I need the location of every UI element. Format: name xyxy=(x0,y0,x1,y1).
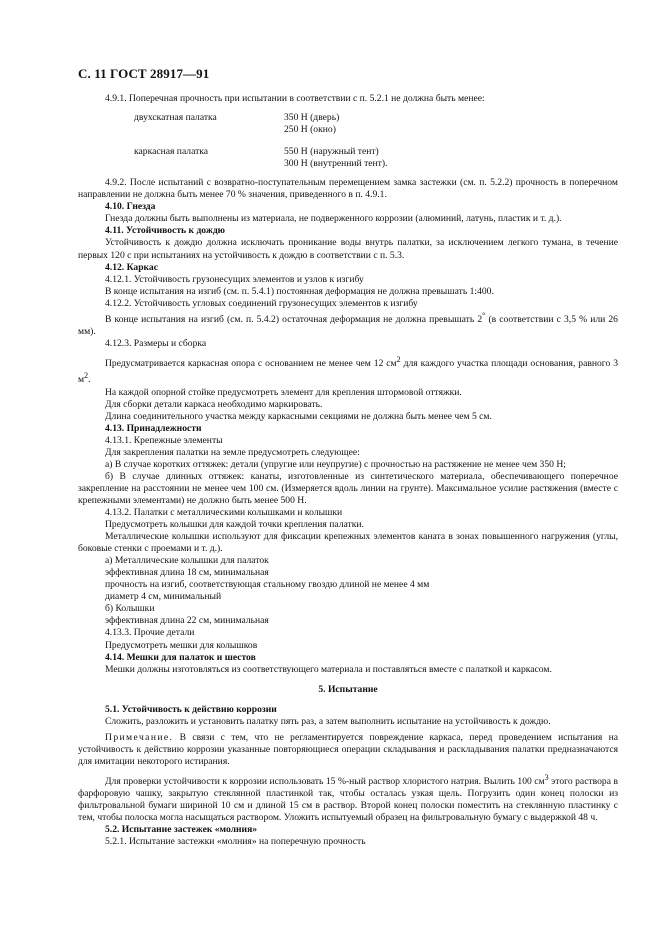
section-heading: 4.12. Каркас xyxy=(105,261,158,273)
table-row xyxy=(134,112,387,124)
paragraph-4-12-2: 4.12.2. Устойчивость угловых соединений грузонесущих элементов к изгибу xyxy=(105,297,418,309)
page-header: С. 11 ГОСТ 28917—91 xyxy=(78,66,210,81)
paragraph: диаметр 4 см, минимальный xyxy=(105,591,222,603)
paragraph: прочность на изгиб, соответствующая стальному гвоздю длиной не менее 4 мм xyxy=(105,579,430,591)
table-cell-value: 350 Н (дверь) xyxy=(284,112,340,124)
paragraph: а) Металлические колышки для палаток xyxy=(105,555,269,567)
table-row xyxy=(134,136,387,158)
paragraph-4-12-1-text: В конце испытания на изгиб (см. п. 5.4.1) постоянная деформация не должна превышать 1:400. xyxy=(105,285,494,297)
paragraph-4-12-3-text: Предусматривается каркасная опора с основанием не менее чем 12 $см^2$ для каждого участка площади основания, равного 3 $м^2$. xyxy=(78,355,619,386)
paragraph-4-14: Мешки должны изготовляться из соответствующего материала и поставляться вместе с палаткой и каркасом. xyxy=(105,663,552,675)
note: Примечание. В связи с тем, что не регламентируется повреждение каркаса, перед проведением испытания на устойчивость к действию коррозии указанные повторяющиеся операции складывания и раскладывания палатки предназначаются для имитации некоторого истирания. xyxy=(78,731,618,767)
paragraph-4-12-3: 4.12.3. Размеры и сборка xyxy=(105,338,207,350)
paragraph: Предусмотреть мешки для колышков xyxy=(105,639,258,651)
paragraph-4-13-3: 4.13.3. Прочие детали xyxy=(105,627,195,639)
note-label: Примечание. xyxy=(105,731,174,743)
section-heading: 4.14. Мешки для палаток и шестов xyxy=(105,651,256,663)
table-cell-value: 300 Н (внутренний тент). xyxy=(284,158,388,170)
section-heading: 4.11. Устойчивость к дождю xyxy=(105,225,226,237)
paragraph-4-9-2: 4.9.2. После испытаний с возвратно-поступательным перемещением замка застежки (см. п. 5.2.2) прочность в поперечном направлении не должна быть менее 70 % значения, приведенного в п. 4.9.1. xyxy=(78,177,618,201)
section-heading: 5.1. Устойчивость к действию коррозии xyxy=(105,703,277,715)
paragraph: эффективная длина 22 см, минимальная xyxy=(105,615,269,627)
paragraph-4-12-2-text: В конце испытания на изгиб (см. п. 5.4.2) остаточная деформация не должна превышать 2° (в соответствии с 3,5 % или 26 мм). xyxy=(78,310,618,337)
section-heading-5: 5. Испытание xyxy=(318,683,378,695)
table-cell-label: двухскатная палатка xyxy=(134,112,217,124)
paragraph: На каждой опорной стойке предусмотреть элемент для крепления штормовой оттяжки. xyxy=(105,386,462,398)
paragraph-5-1: Сложить, разложить и установить палатку пять раз, а затем выполнить испытание на устойчивость к дождю. xyxy=(105,715,551,727)
table-cell-label: каркасная палатка xyxy=(134,146,209,158)
document-body xyxy=(78,93,618,848)
paragraph: Длина соединительного участка между каркасными секциями не должна быть менее чем 5 см. xyxy=(105,410,492,422)
paragraph: Для закрепления палатки на земле предусмотреть следующее: xyxy=(105,446,360,458)
paragraph: Предусмотреть колышки для каждой точки крепления палатки. xyxy=(105,519,364,531)
paragraph: Для сборки детали каркаса необходимо маркировать. xyxy=(105,398,323,410)
section-heading: 4.10. Гнезда xyxy=(105,201,156,213)
table-row xyxy=(134,124,387,136)
paragraph-4-9-1: 4.9.1. Поперечная прочность при испытании в соответствии с п. 5.2.1 не должна быть менее: xyxy=(105,93,485,104)
table-cell-value: 550 Н (наружный тент) xyxy=(284,146,379,158)
strength-table xyxy=(134,112,387,170)
paragraph-4-12-1: 4.12.1. Устойчивость грузонесущих элементов и узлов к изгибу xyxy=(105,273,364,285)
paragraph: Металлические колышки используют для фиксации крепежных элементов каната в зонах повышенного нагружения (углы, боковые стенки с проемами и т. д.). xyxy=(78,531,618,555)
section-heading: 4.13. Принадлежности xyxy=(105,422,202,434)
paragraph-5-2-1: 5.2.1. Испытание застежки «молния» на поперечную прочность xyxy=(105,836,366,848)
paragraph: б) Колышки xyxy=(105,603,155,615)
paragraph-4-11: Устойчивость к дождю должна исключать проникание воды внутрь палатки, за исключением легкого тумана, в течение первых 120 с при испытаниях на устойчивость к дождю в соответствии с п. 5.3. xyxy=(78,237,618,261)
table-row xyxy=(134,158,387,170)
paragraph: б) В случае длинных оттяжек: канаты, изготовленные из синтетического материала, обеспечивающего поперечное закрепление на расстоянии не менее чем 100 см. (Измеряется вдоль линии на грунте). Максимальное усилие растяжения (вместе с крепежными элементами) не должно быть менее 500 Н. xyxy=(78,470,618,506)
table-cell-value: 250 Н (окно) xyxy=(284,124,336,136)
paragraph: а) В случае коротких оттяжек: детали (упругие или неупругие) с прочностью на растяжение не менее чем 350 Н; xyxy=(105,458,566,470)
paragraph-4-13-1: 4.13.1. Крепежные элементы xyxy=(105,434,223,446)
section-heading: 5.2. Испытание застежек «молния» xyxy=(105,824,258,836)
paragraph-4-10: Гнезда должны быть выполнены из материала, не подверженного коррозии (алюминий, латунь, пластик и т. д.). xyxy=(105,213,562,225)
paragraph-4-13-2: 4.13.2. Палатки с металлическими колышками и колышки xyxy=(105,507,343,519)
paragraph: эффективная длина 18 см, минимальная xyxy=(105,567,269,579)
paragraph-5-1-procedure: Для проверки устойчивости к коррозии использовать 15 %-ный раствор хлористого натрия. Вылить 100 $см^3$ этого раствора в фарфоровую чашку, закрытую стеклянной пластинкой так, чтобы осталась узкая щель. Погрузить один конец полоски из фильтровальной бумаги шириной 10 см и длиной 15 см в раствор. Второй конец полоски поместить на стеклянную пластинку с тем, чтобы полоска могла насыщаться раствором. Уложить испытуемый образец на фильтровальную бумагу с выдержкой 48 ч. xyxy=(78,772,618,824)
